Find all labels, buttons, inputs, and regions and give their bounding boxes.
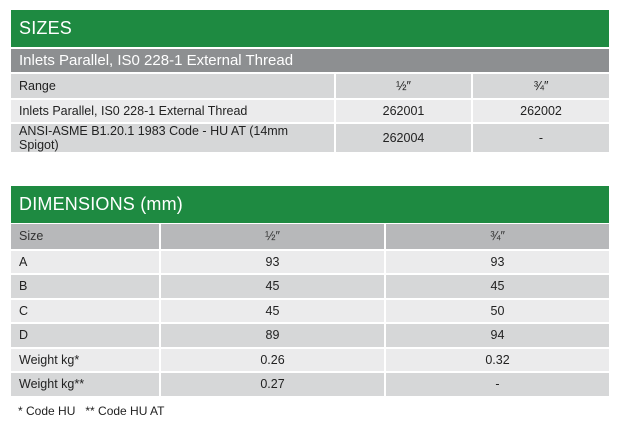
table-cell: Weight kg** bbox=[11, 371, 159, 396]
table-cell: ANSI-ASME B1.20.1 1983 Code - HU AT (14mm Spigot) bbox=[11, 122, 334, 152]
table-cell: 262001 bbox=[334, 98, 471, 122]
table-cell: A bbox=[11, 249, 159, 274]
table-cell: 93 bbox=[384, 249, 609, 274]
table-cell: 45 bbox=[159, 273, 384, 298]
table-cell: Inlets Parallel, IS0 228-1 External Thread bbox=[11, 98, 334, 122]
column-header: ½″ bbox=[159, 224, 384, 249]
sizes-header-row bbox=[11, 74, 609, 98]
table-cell: 0.27 bbox=[159, 371, 384, 396]
table-cell: 93 bbox=[159, 249, 384, 274]
column-header: ¾″ bbox=[471, 74, 609, 98]
table-row bbox=[11, 249, 609, 274]
table-cell: 50 bbox=[384, 298, 609, 323]
table-row bbox=[11, 371, 609, 396]
column-header: Range bbox=[11, 74, 334, 98]
table-cell: Weight kg* bbox=[11, 347, 159, 372]
table-cell: 262004 bbox=[334, 122, 471, 152]
table-row bbox=[11, 298, 609, 323]
table-row bbox=[11, 98, 609, 122]
table-cell: D bbox=[11, 322, 159, 347]
table-cell: 0.26 bbox=[159, 347, 384, 372]
dimensions-section-title: DIMENSIONS (mm) bbox=[11, 186, 609, 223]
table-row bbox=[11, 347, 609, 372]
table-cell: 262002 bbox=[471, 98, 609, 122]
table-cell: 0.32 bbox=[384, 347, 609, 372]
table-cell: 45 bbox=[159, 298, 384, 323]
table-cell: 94 bbox=[384, 322, 609, 347]
dimensions-table bbox=[11, 224, 609, 396]
table-cell: 89 bbox=[159, 322, 384, 347]
table-cell: C bbox=[11, 298, 159, 323]
column-header: Size bbox=[11, 224, 159, 249]
sizes-subtitle: Inlets Parallel, IS0 228-1 External Thread bbox=[11, 49, 609, 72]
table-row bbox=[11, 122, 609, 152]
column-header: ½″ bbox=[334, 74, 471, 98]
table-cell: - bbox=[384, 371, 609, 396]
dimensions-header-row bbox=[11, 224, 609, 249]
table-cell: 45 bbox=[384, 273, 609, 298]
table-cell: - bbox=[471, 122, 609, 152]
sizes-section-title: SIZES bbox=[11, 10, 609, 47]
table-cell: B bbox=[11, 273, 159, 298]
footnote: * Code HU ** Code HU AT bbox=[18, 404, 165, 418]
sizes-table bbox=[11, 74, 609, 152]
table-row bbox=[11, 273, 609, 298]
column-header: ¾″ bbox=[384, 224, 609, 249]
table-row bbox=[11, 322, 609, 347]
